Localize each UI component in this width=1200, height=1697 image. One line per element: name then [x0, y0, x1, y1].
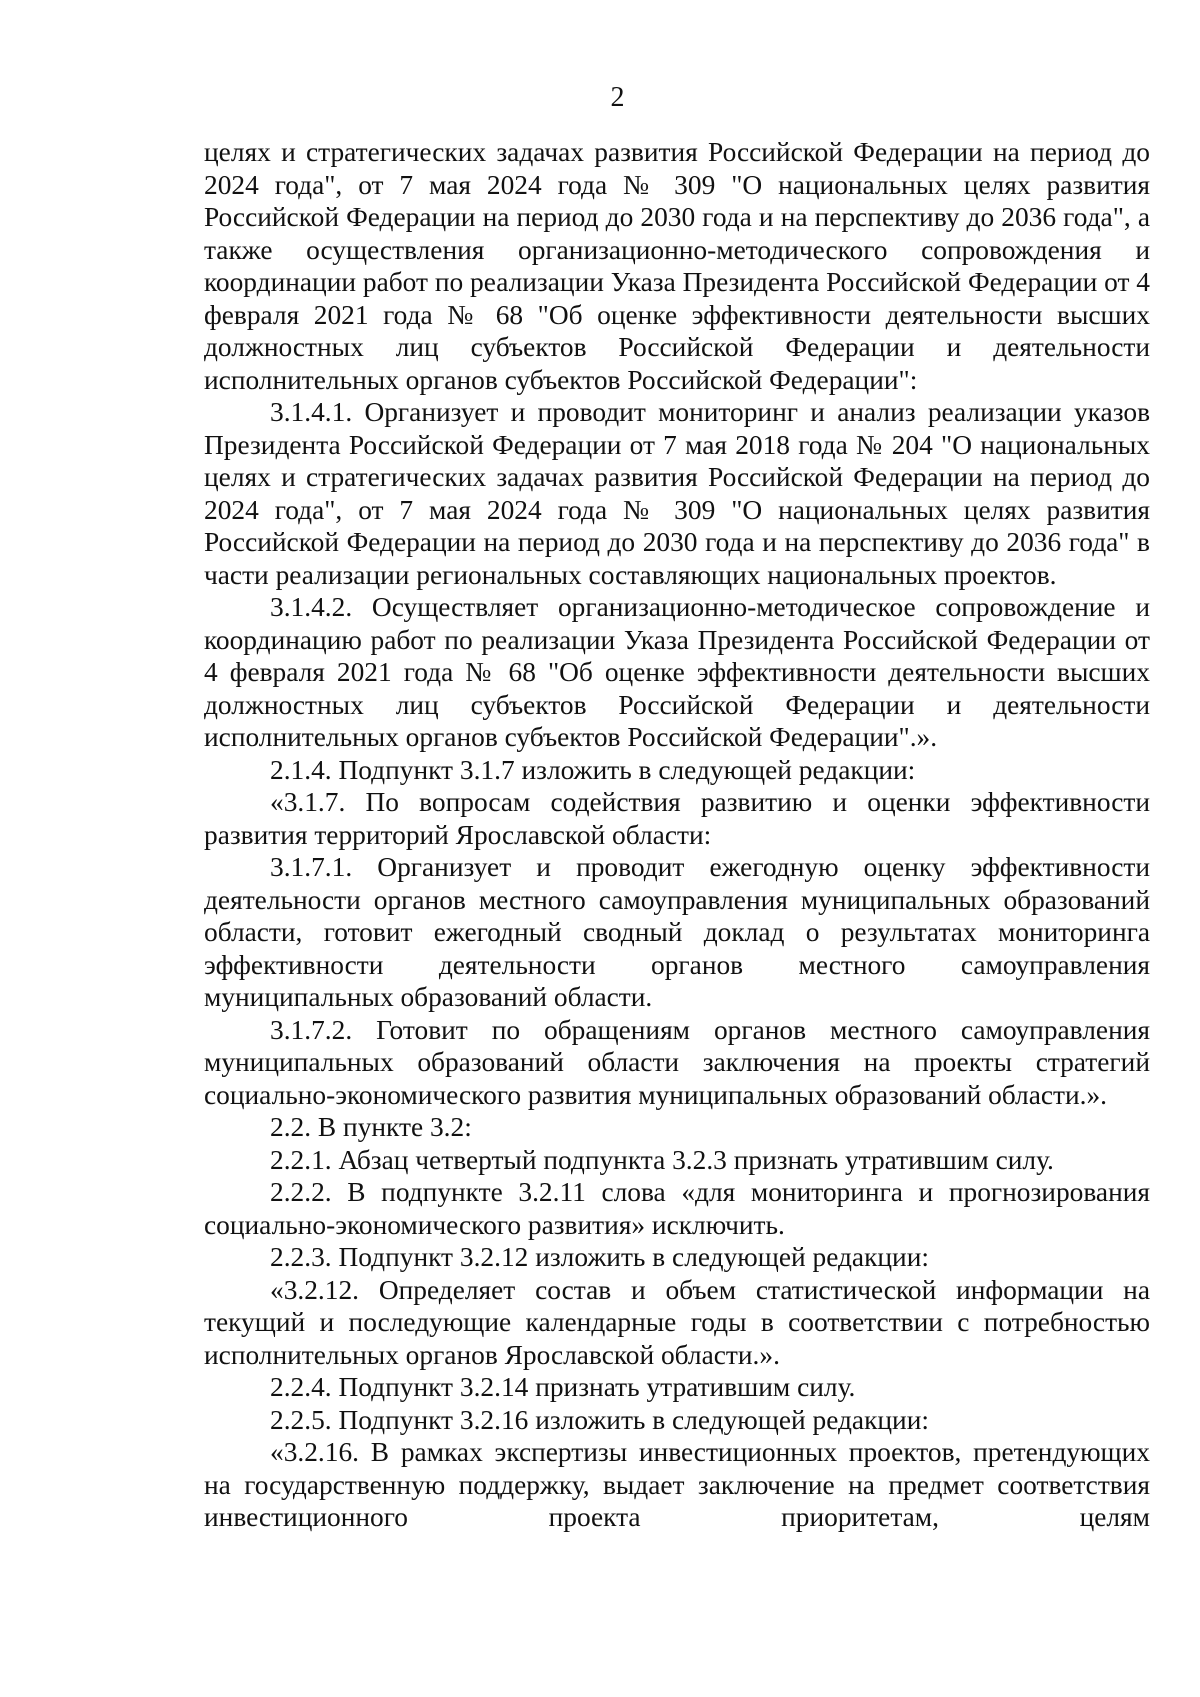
paragraph-2-2-4: 2.2.4. Подпункт 3.2.14 признать утратившим силу.: [270, 1372, 856, 1402]
paragraph-2-2-2: 2.2.2. В подпункте 3.2.11 слова «для мониторинга и прогнозирования социально-экономического развития» исключить.: [204, 1177, 1150, 1240]
paragraph-3-1-7: «3.1.7. По вопросам содействия развитию и оценки эффективности развития территорий Ярославской области:: [204, 787, 1150, 850]
paragraph-3-1-4-1: 3.1.4.1. Организует и проводит мониторинг и анализ реализации указов Президента Российской Федерации от 7 мая 2018 года № 204 "О национальных целях и стратегических задачах развития Российской Федерации на период до 2024 года", от 7 мая 2024 года № 309 "О национальных целях развития Российской Федерации на период до 2030 года и на перспективу до 2036 года" в части реализации региональных составляющих национальных проектов.: [204, 397, 1150, 590]
paragraph-3-1-7-1: 3.1.7.1. Организует и проводит ежегодную оценку эффективности деятельности органов местного самоуправления муниципальных образований области, готовит ежегодный сводный доклад о результатах мониторинга эффективности деятельности органов местного самоуправления муниципальных образований области.: [204, 852, 1150, 1012]
paragraph-continuation: целях и стратегических задачах развития Российской Федерации на период до 2024 года", от 7 мая 2024 года № 309 "О национальных целях развития Российской Федерации на период до 2030 года и на перспективу до 2036 года", а также осуществления организационно-методического сопровождения и координации работ по реализации Указа Президента Российской Федерации от 4 февраля 2021 года № 68 "Об оценке эффективности деятельности высших должностных лиц субъектов Российской Федерации и деятельности исполнительных органов субъектов Российской Федерации":: [204, 137, 1150, 395]
paragraph-3-2-16: «3.2.16. В рамках экспертизы инвестиционных проектов, претендующих на государственную поддержку, выдает заключение на предмет соответствия инвестиционного проекта приоритетам, целям: [204, 1437, 1150, 1532]
page-number: 2: [610, 82, 625, 113]
paragraph-2-1-4: 2.1.4. Подпункт 3.1.7 изложить в следующей редакции:: [270, 754, 916, 785]
paragraph-2-2: 2.2. В пункте 3.2:: [270, 1112, 472, 1142]
paragraph-2-2-3: 2.2.3. Подпункт 3.2.12 изложить в следующей редакции:: [270, 1242, 929, 1272]
paragraph-3-1-7-2: 3.1.7.2. Готовит по обращениям органов местного самоуправления муниципальных образований области заключения на проекты стратегий социально-экономического развития муниципальных образований области.».: [204, 1014, 1150, 1110]
paragraph-3-2-12: «3.2.12. Определяет состав и объем статистической информации на текущий и последующие календарные годы в соответствии с потребностью исполнительных органов Ярославской области.».: [204, 1274, 1150, 1370]
paragraph-2-2-5: 2.2.5. Подпункт 3.2.16 изложить в следующей редакции:: [270, 1404, 929, 1435]
paragraph-2-2-1: 2.2.1. Абзац четвертый подпункта 3.2.3 признать утратившим силу.: [270, 1144, 1054, 1175]
document-body: [204, 136, 1150, 1534]
paragraph-3-1-4-2: 3.1.4.2. Осуществляет организационно-методическое сопровождение и координацию работ по реализации Указа Президента Российской Федерации от 4 февраля 2021 года № 68 "Об оценке эффективности деятельности высших должностных лиц субъектов Российской Федерации и деятельности исполнительных органов субъектов Российской Федерации".».: [204, 592, 1150, 752]
